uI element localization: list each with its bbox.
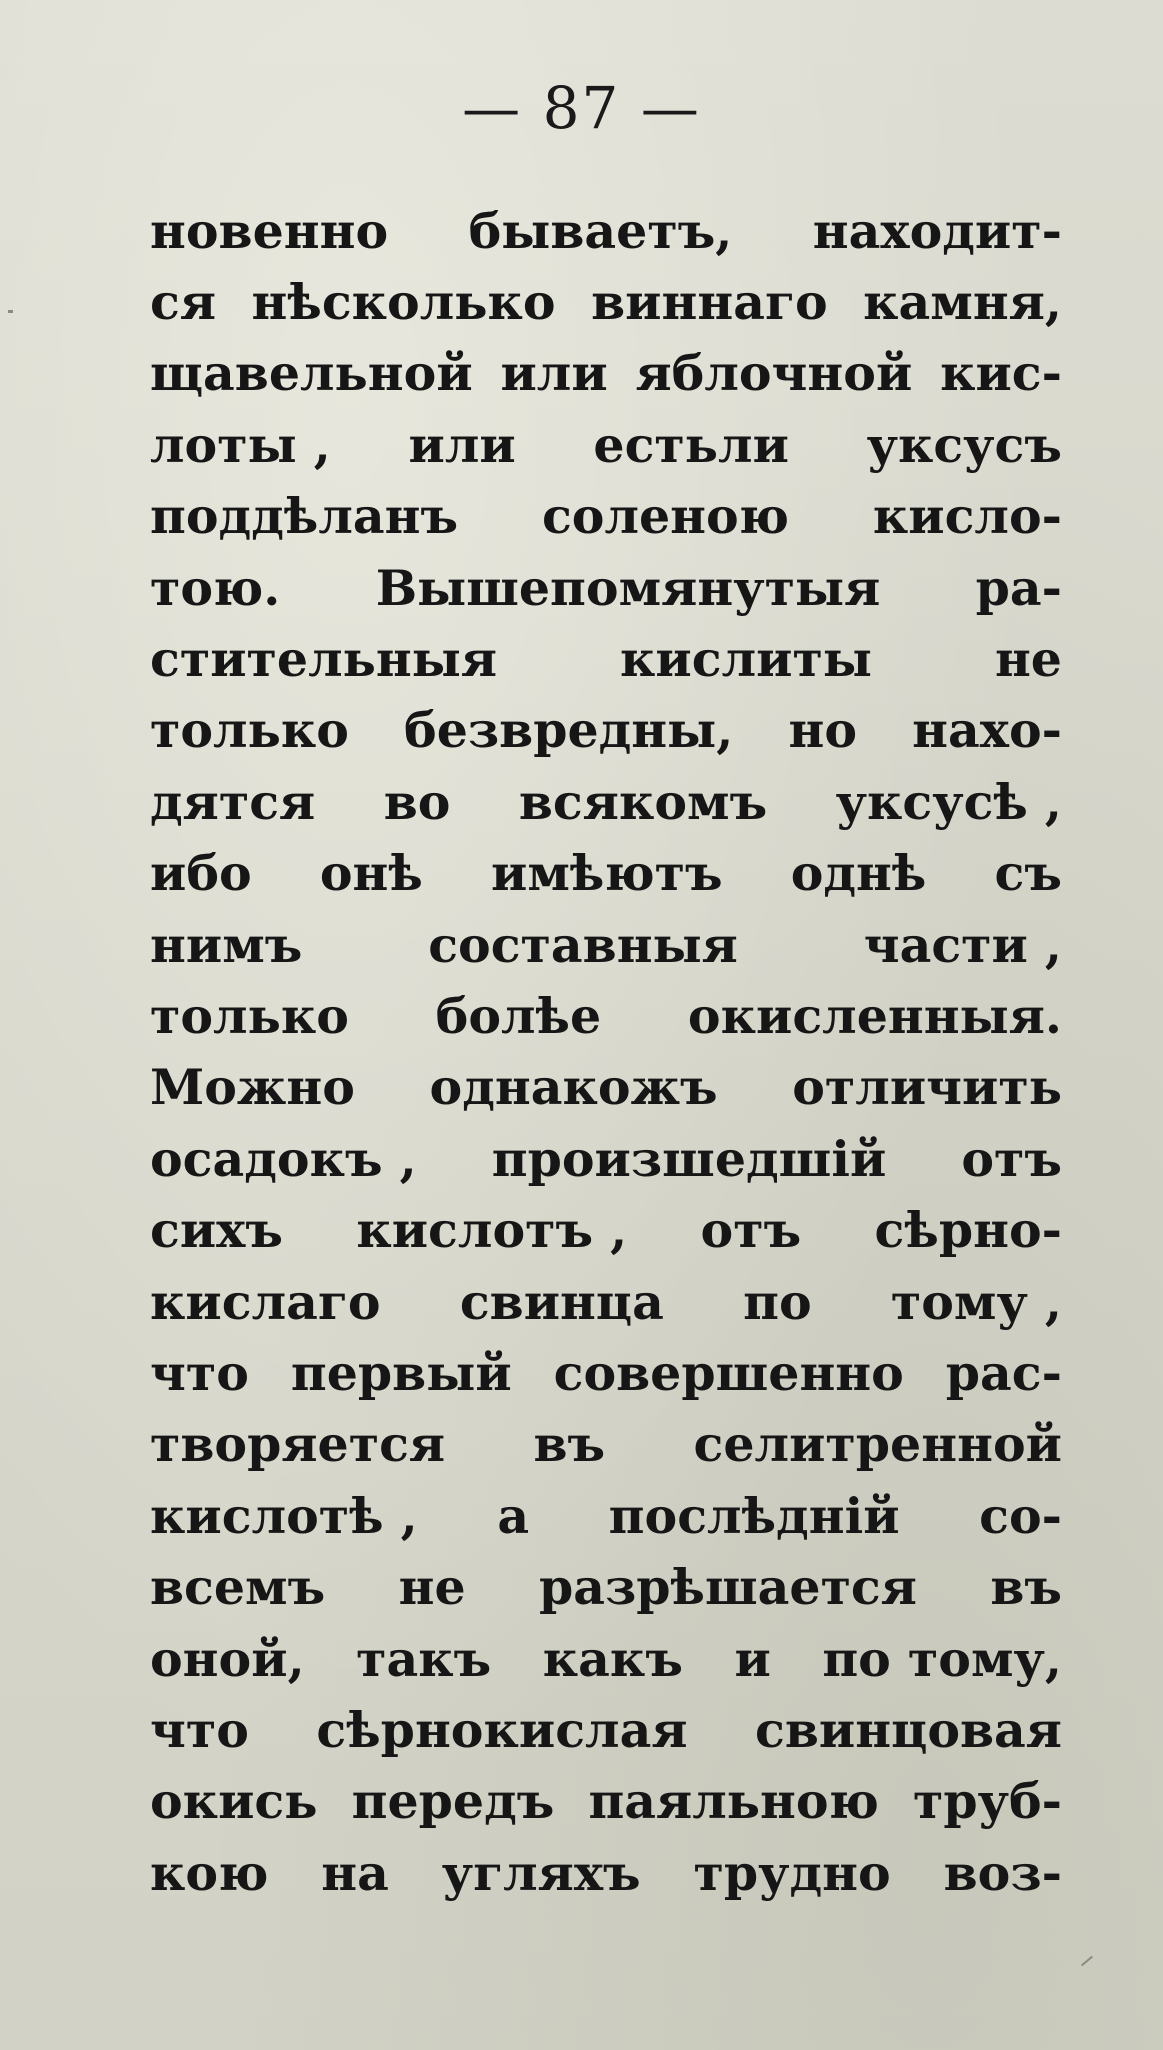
word: нахо-: [912, 701, 1062, 760]
word: съ: [994, 844, 1062, 903]
word: по: [743, 1272, 812, 1331]
word: не: [398, 1558, 466, 1617]
word: окисленныя.: [687, 986, 1062, 1045]
word: первый: [290, 1343, 512, 1402]
word: паяльною: [588, 1772, 879, 1831]
word: части ,: [863, 915, 1062, 974]
text-line: [150, 1623, 1062, 1694]
word: онѣ: [319, 844, 423, 903]
text-line: [150, 766, 1062, 837]
word: не: [994, 630, 1062, 689]
word: Можно: [150, 1058, 355, 1117]
word: бываетъ,: [468, 201, 733, 260]
word: что: [150, 1700, 249, 1759]
text-line: [150, 1766, 1062, 1837]
word: отъ: [700, 1201, 802, 1260]
word: кис-: [940, 344, 1062, 403]
word: въ: [533, 1415, 606, 1474]
text-line: [150, 409, 1062, 480]
word: составныя: [428, 915, 738, 974]
word: но: [788, 701, 858, 760]
word: оной,: [150, 1629, 305, 1688]
word: какъ: [542, 1629, 683, 1688]
word: по тому,: [822, 1629, 1062, 1688]
word: трудно: [693, 1843, 891, 1902]
word: безвредны,: [404, 701, 734, 760]
word: или: [408, 415, 516, 474]
word: стительныя: [150, 630, 498, 689]
word: сѣрно-: [874, 1201, 1062, 1260]
word: всемъ: [150, 1558, 326, 1617]
text-line: [150, 1194, 1062, 1265]
word: яблочной: [635, 344, 913, 403]
word: Вышепомянутыя: [375, 558, 881, 617]
word: кислиты: [620, 630, 872, 689]
word: осадокъ ,: [150, 1129, 417, 1188]
word: нимъ: [150, 915, 303, 974]
text-line: [150, 1480, 1062, 1551]
word: послѣдній: [608, 1486, 900, 1545]
text-line: [150, 838, 1062, 909]
word: отъ: [961, 1129, 1062, 1188]
word: въ: [990, 1558, 1062, 1617]
word: кислаго: [150, 1272, 381, 1331]
word: дятся: [150, 772, 316, 831]
text-line: [150, 481, 1062, 552]
word: такъ: [356, 1629, 492, 1688]
text-line: [150, 338, 1062, 409]
text-line: [150, 980, 1062, 1051]
word: или: [500, 344, 608, 403]
text-line: [150, 1694, 1062, 1765]
word: виннаго: [591, 273, 828, 332]
word: разрѣшается: [538, 1558, 917, 1617]
text-line: [150, 1837, 1062, 1908]
word: на: [321, 1843, 389, 1902]
word: только: [150, 986, 349, 1045]
word: кислотѣ ,: [150, 1486, 418, 1545]
text-line: [150, 1123, 1062, 1194]
word: свинца: [459, 1272, 664, 1331]
text-line: [150, 1409, 1062, 1480]
word: кою: [150, 1843, 269, 1902]
word: труб-: [912, 1772, 1062, 1831]
word: лоты ,: [150, 415, 331, 474]
text-line: [150, 552, 1062, 623]
word: камня,: [863, 273, 1062, 332]
word: воз-: [943, 1843, 1062, 1902]
word: а: [497, 1486, 530, 1545]
word: селитренной: [693, 1415, 1062, 1474]
word: однѣ: [790, 844, 927, 903]
word: произшедшій: [491, 1129, 887, 1188]
word: сихъ: [150, 1201, 283, 1260]
scan-speck: [1081, 1956, 1093, 1967]
word: рас-: [945, 1343, 1062, 1402]
word: тою.: [150, 558, 281, 617]
word: свинцовая: [755, 1700, 1062, 1759]
word: уксусъ: [866, 415, 1062, 474]
word: поддѣланъ: [150, 487, 459, 546]
word: уксусѣ ,: [835, 772, 1062, 831]
word: новенно: [150, 201, 389, 260]
word: соленою: [541, 487, 789, 546]
text-line: [150, 695, 1062, 766]
word: угляхъ: [441, 1843, 641, 1902]
text-line: [150, 623, 1062, 694]
text-line: [150, 909, 1062, 980]
word: нѣсколько: [251, 273, 556, 332]
word: ра-: [975, 558, 1062, 617]
word: и: [734, 1629, 771, 1688]
text-line: [150, 266, 1062, 337]
word: отличить: [792, 1058, 1062, 1117]
scan-speck: [8, 310, 13, 313]
word: щавельной: [150, 344, 473, 403]
word: творяется: [150, 1415, 446, 1474]
word: однакожъ: [429, 1058, 718, 1117]
text-line: [150, 1052, 1062, 1123]
word: кисло-: [872, 487, 1062, 546]
text-line: [150, 1337, 1062, 1408]
word: всякомъ: [518, 772, 768, 831]
word: во: [383, 772, 451, 831]
word: ся: [150, 273, 217, 332]
text-line: [150, 1266, 1062, 1337]
word: кислотъ ,: [356, 1201, 628, 1260]
page-text: [150, 195, 1062, 1908]
word: окись: [150, 1772, 318, 1831]
word: совершенно: [553, 1343, 904, 1402]
page-number: — 87 —: [462, 74, 701, 142]
word: естьли: [593, 415, 789, 474]
word: имѣютъ: [491, 844, 723, 903]
text-line: [150, 1551, 1062, 1622]
word: передъ: [351, 1772, 555, 1831]
text-line: [150, 195, 1062, 266]
word: болѣе: [435, 986, 602, 1045]
word: сѣрнокислая: [316, 1700, 688, 1759]
word: со-: [979, 1486, 1062, 1545]
word: находит-: [812, 201, 1062, 260]
word: что: [150, 1343, 249, 1402]
word: тому ,: [890, 1272, 1062, 1331]
word: ибо: [150, 844, 252, 903]
word: только: [150, 701, 349, 760]
